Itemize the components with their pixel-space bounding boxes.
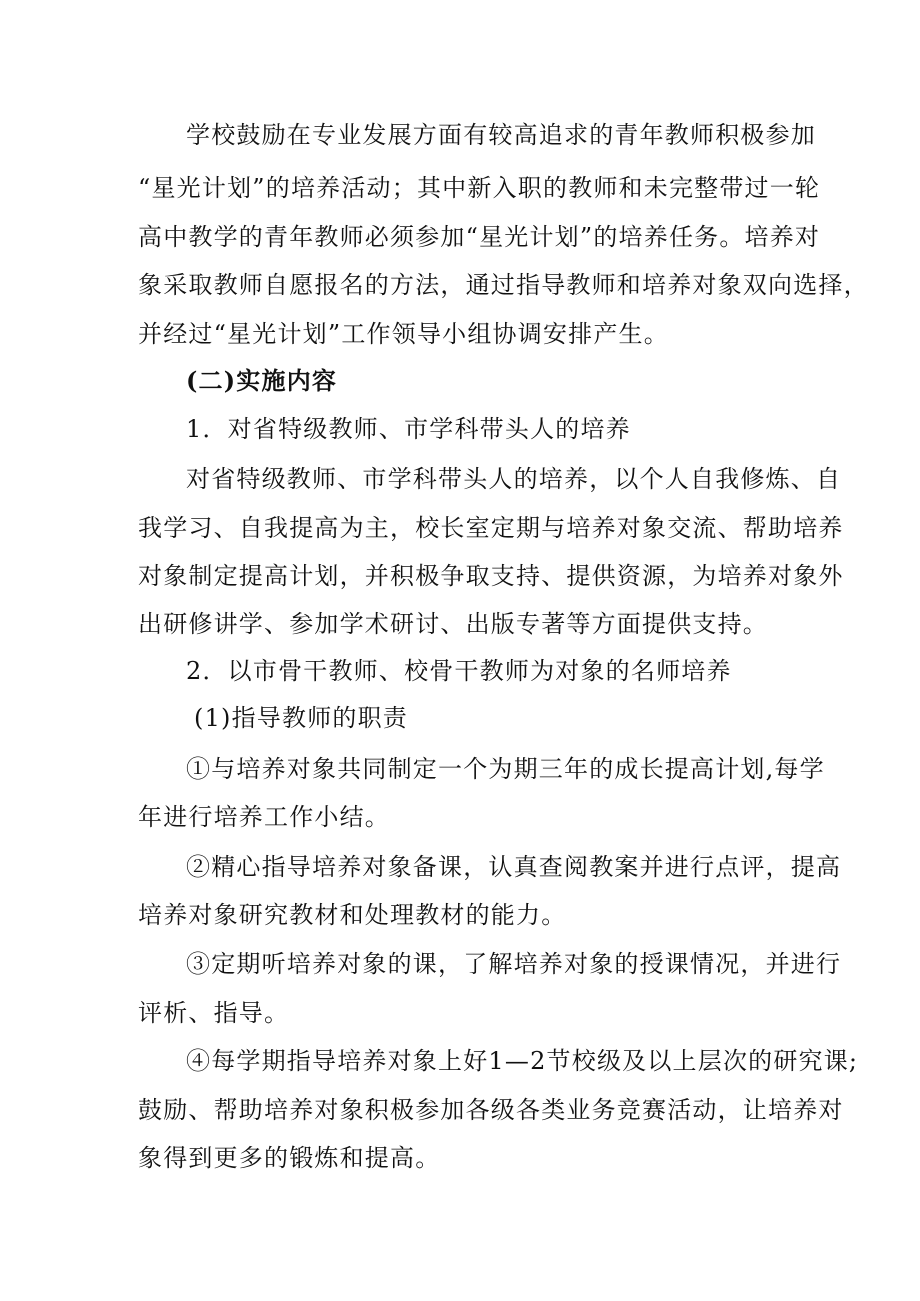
duty-4-line-1: ④每学期指导培养对象上好1—2节校级及以上层次的研究课;: [186, 1047, 859, 1075]
item2-title: 2．以市骨干教师、校骨干教师为对象的名师培养: [186, 657, 732, 685]
intro-line-5: 并经过“星光计划”工作领导小组协调安排产生。: [138, 320, 669, 348]
item1-line-3: 对象制定提高计划，并积极争取支持、提供资源，为培养对象外: [138, 562, 844, 590]
duty-3-line-1: ③定期听培养对象的课，了解培养对象的授课情况，并进行: [186, 950, 842, 978]
item2-subheading: (1)指导教师的职责: [194, 704, 408, 732]
item1-title: 1．对省特级教师、市学科带头人的培养: [186, 415, 631, 443]
duty-1-line-2: 年进行培养工作小结。: [138, 803, 390, 831]
section-heading: (二)实施内容: [186, 366, 338, 395]
intro-line-2: “星光计划”的培养活动；其中新入职的教师和未完整带过一轮: [138, 174, 821, 202]
intro-line-1: 学校鼓励在专业发展方面有较高追求的青年教师积极参加: [186, 121, 816, 149]
duty-2-line-2: 培养对象研究教材和处理教材的能力。: [138, 901, 567, 929]
duty-2-line-1: ②精心指导培养对象备课，认真查阅教案并进行点评，提高: [186, 853, 842, 881]
duty-1-line-1: ①与培养对象共同制定一个为期三年的成长提高计划,每学: [186, 755, 825, 783]
item1-line-4: 出研修讲学、参加学术研讨、出版专著等方面提供支持。: [138, 610, 768, 638]
intro-line-3: 高中教学的青年教师必须参加“星光计划”的培养任务。培养对: [138, 223, 821, 251]
item1-line-1: 对省特级教师、市学科带头人的培养，以个人自我修炼、自: [186, 465, 842, 493]
intro-line-4: 象采取教师自愿报名的方法，通过指导教师和培养对象双向选择，: [138, 271, 869, 299]
duty-4-line-3: 象得到更多的锻炼和提高。: [138, 1144, 441, 1172]
duty-4-line-2: 鼓励、帮助培养对象积极参加各级各类业务竞赛活动，让培养对: [138, 1096, 844, 1124]
duty-3-line-2: 评析、指导。: [138, 999, 290, 1027]
item1-line-2: 我学习、自我提高为主，校长室定期与培养对象交流、帮助培养: [138, 514, 844, 542]
